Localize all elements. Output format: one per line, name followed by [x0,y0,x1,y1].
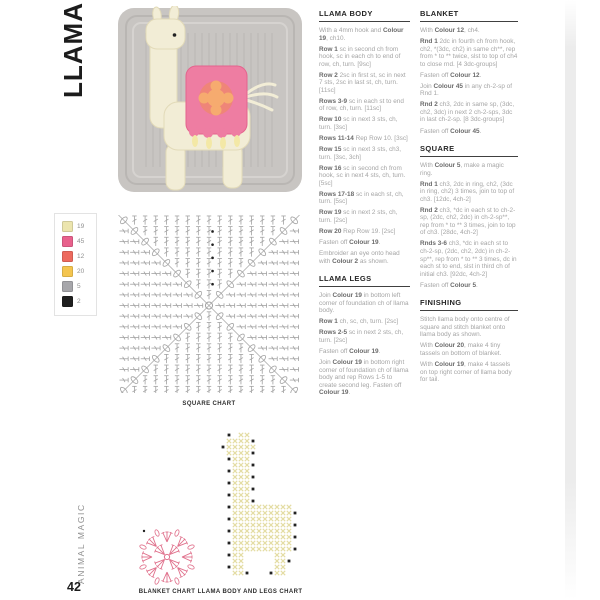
colour-swatch [62,281,73,292]
page-edge-shadow [565,0,576,600]
instruction-text: Fasten off Colour 19. [319,348,381,355]
blanket-tassel [234,135,240,147]
instruction-text: Rows 3-9 sc in each st to end of row, ch, turn. [11sc] [319,97,404,113]
colour-code: 12 [77,253,85,260]
colour-swatch [62,236,73,247]
instruction-text: Embroider an eye onto head with Colour 2 as shown. [319,250,400,265]
yarn-colour-20 [62,266,96,277]
instruction-text: Rows 17-18 sc in each st, ch, turn. [5sc] [319,190,404,206]
square-chart-caption: SQUARE CHART [182,401,236,407]
square-chart [118,215,300,407]
llama-body-chart [202,432,298,583]
colour-code: 45 [77,238,85,245]
series-title: ANIMAL MAGIC [76,503,86,584]
instruction-text: Rnd 1 2dc in fourth ch from hook, ch2, *(3dc, ch2) in same ch**, rep from * to ** twice, slst to top of ch4 to close rnd. [4 3dc-groups] [420,38,518,68]
instruction-text: Stitch llama body onto centre of square and stitch blanket onto llama body as shown. [420,316,510,339]
instruction-text: Row 16 sc in second ch from hook, sc in next 4 sts, ch, turn. [5sc] [319,164,406,187]
yarn-colour-12 [62,251,96,262]
blanket-chart [127,527,207,594]
instruction-text: With Colour 5, make a magic ring. [420,162,504,177]
instruction-text: With Colour 20, make 4 tiny tassels on bottom of blanket. [420,342,502,357]
yarn-colour-5 [62,281,96,292]
instruction-text: Row 1 sc in second ch from hook, sc in each ch to end of row, ch, turn. [9sc] [319,45,401,68]
colour-swatch [62,221,73,232]
page-number: 42 [67,580,81,594]
yarn-legend [54,213,97,316]
colour-code: 19 [77,223,85,230]
llama-photo [116,6,304,194]
blanket-chart-caption: BLANKET CHART [138,589,196,595]
section-finishing [420,298,518,383]
blanket-tassel [192,135,198,147]
section-heading: LLAMA LEGS [319,274,410,287]
colour-code: 2 [77,298,81,305]
yarn-colour-19 [62,221,96,232]
llama-front-leg [166,144,185,190]
section-heading: FINISHING [420,298,518,311]
instruction-text: Join Colour 45 in any ch-2-sp of Rnd 1. [420,82,513,98]
section-llama-legs [319,274,410,397]
colour-swatch [62,251,73,262]
instruction-text: Row 19 sc in next 2 sts, ch, turn. [2sc] [319,209,398,224]
blanket-tassel [206,137,212,149]
square-chart-svg [118,215,300,393]
llama-eye [173,33,177,37]
llama-head [146,19,185,49]
colour-swatch [62,296,73,307]
instruction-text: Rows 11-14 Rep Row 10. [3sc] [319,135,408,143]
instruction-text: Join Colour 19 in bottom right corner of foundation ch of llama body and rep Rows 1-5 to create second leg. Fasten off Colour 19. [319,359,409,397]
instructions-column-2 [420,9,518,393]
instruction-text: Row 20 Rep Row 19. [2sc] [319,228,396,236]
section-heading: BLANKET [420,9,518,22]
section-llama-body [319,9,410,265]
colour-swatch [62,266,73,277]
instruction-text: Rows 2-5 sc in next 2 sts, ch, turn. [2sc] [319,329,404,344]
blanket-chart-svg [127,527,207,589]
instruction-text: With a 4mm hook and Colour 19, ch10. [319,27,404,42]
llama-body-chart-svg [202,432,298,578]
instruction-text: Rnd 1 ch3, 2dc in ring, ch2, (3dc in ring, ch2) 3 times, join to top of ch3. [12dc, 4ch-2] [420,180,515,203]
instruction-text: With Colour 19, make 4 tassels on top right corner of llama body for tail. [420,361,512,384]
section-blanket [420,9,518,135]
instruction-text: Fasten off Colour 12. [420,71,482,79]
instruction-text: Row 2 2sc in first st, sc in next 7 sts, 2sc in last st, ch, turn. [11sc] [319,71,406,94]
instruction-text: Row 1 ch, sc, ch, turn. [2sc] [319,318,399,326]
instruction-text: Row 10 sc in next 3 sts, ch, turn. [3sc] [319,116,398,132]
instruction-text: Join Colour 19 in bottom left corner of foundation ch of llama body. [319,292,409,315]
instruction-text: With Colour 12, ch4. [420,27,480,34]
colour-code: 5 [77,283,81,290]
instruction-text: Rnd 2 ch3, 2dc in same sp, (3dc, ch2, 3dc) in next 2 ch-2-sps, 3dc in last ch-2-sp. [8 3dc-groups] [420,101,515,124]
instruction-text: Rnd 2 ch3, *dc in each st to ch-2-sp, (2dc, ch2, 2dc) in ch-2-sp**, rep from * to ** 3 times, join to top of ch3. [28dc, 4ch-2] [420,206,516,237]
llama-photo-svg [116,6,304,194]
section-square [420,144,518,289]
instruction-text: Fasten off Colour 19. [319,239,381,247]
yarn-colour-2 [62,296,96,307]
llama-back-leg [223,144,242,188]
blanket-tassel [220,137,226,149]
instruction-text: Row 15 sc in next 3 sts, ch3, turn. [3sc, 3ch] [319,146,402,161]
llama-chart-caption: LLAMA BODY AND LEGS CHART [197,589,303,595]
instruction-text: Rnds 3-6 ch3, *dc in each st to ch-2-sp, (2dc, ch2, 2dc) in ch-2-sp**, rep from * to ** 3 times, dc in each st to end, slst in third ch of initial ch3. [92dc, 4ch-2] [420,240,517,278]
section-heading: LLAMA BODY [319,9,410,22]
instructions-column-1 [319,9,410,406]
colour-code: 20 [77,268,85,275]
section-heading: SQUARE [420,144,518,157]
instruction-text: Fasten off Colour 5. [420,281,478,289]
instruction-text: Fasten off Colour 45. [420,127,482,135]
page-title: LLAMA [58,2,88,98]
yarn-colour-45 [62,236,96,247]
